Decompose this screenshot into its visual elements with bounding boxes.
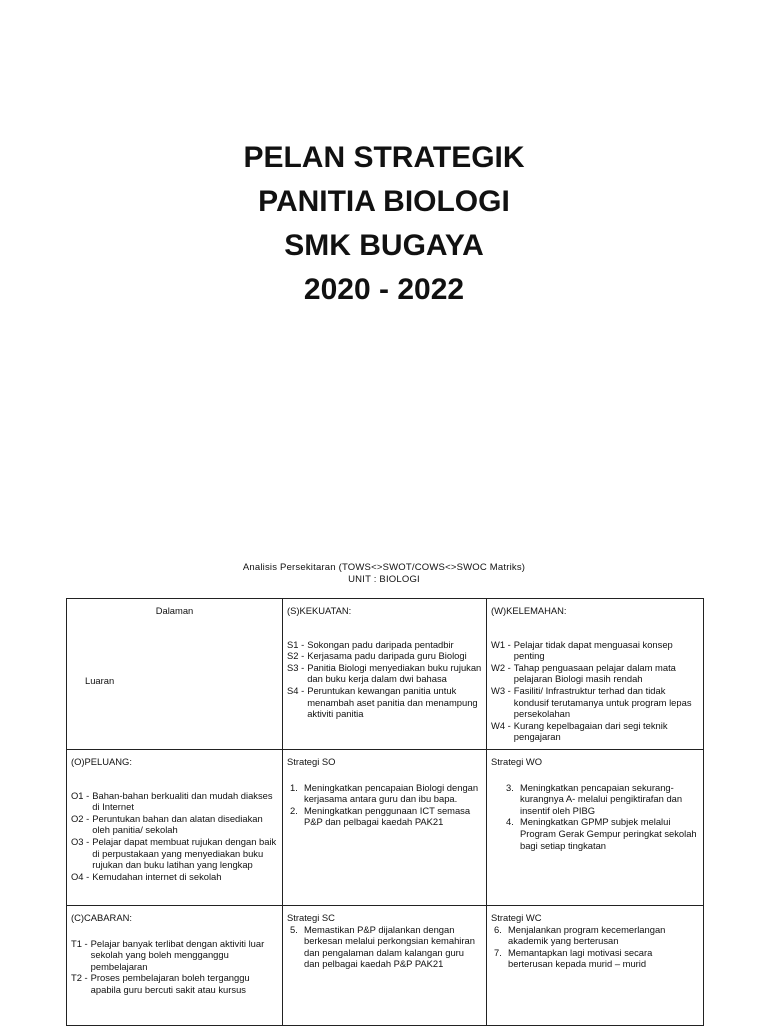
opportunity-item: O3 - Pelajar dapat membuat rujukan dengan baik di perpustakaan yang menyediakan buku rujukan dan buku latihan yang lengkap xyxy=(71,835,277,871)
document-title xyxy=(0,136,768,312)
matrix-caption xyxy=(0,562,768,586)
sc-heading: Strategi SC xyxy=(287,911,335,923)
strength-item: S2 - Kerjasama padu daripada guru Biologi xyxy=(287,650,467,662)
strength-item: S3 - Panitia Biologi menyediakan buku rujukan dan buku kerja dalam dwi bahasa xyxy=(287,661,482,685)
cell-dalaman-luaran xyxy=(67,599,283,750)
caption-line-2: UNIT : BIOLOGI xyxy=(348,574,420,585)
weakness-item: W3 - Fasiliti/ Infrastruktur terhad dan tidak kondusif terutamanya untuk program lepas persekolahan xyxy=(491,684,692,720)
cell-strategy-wc xyxy=(487,905,704,1025)
label-dalaman: Dalaman xyxy=(155,605,194,616)
title-line-2: PANITIA BIOLOGI xyxy=(258,185,510,218)
so-item: 1. Meningkatkan pencapaian Biologi dengan kerjasama antara guru dan ibu bapa. xyxy=(290,781,479,805)
cell-strategy-sc xyxy=(283,905,487,1025)
weakness-item: W4 - Kurang kepelbagaian dari segi teknik pengajaran xyxy=(491,719,668,743)
so-item: 2. Meningkatkan penggunaan ICT semasa P&P dan pelbagai kaedah PAK21 xyxy=(290,804,471,828)
cell-opportunities xyxy=(67,749,283,905)
wo-item: 3. Meningkatkan pencapaian sekurang-kurangnya A- melalui pengiktirafan dan insentif oleh PIBG xyxy=(506,781,683,816)
opportunities-heading: (O)PELUANG: xyxy=(71,755,132,767)
title-line-4: 2020 - 2022 xyxy=(303,273,465,306)
weaknesses-heading: (W)KELEMAHAN: xyxy=(491,605,567,616)
cell-threats xyxy=(67,905,283,1025)
title-line-3: SMK BUGAYA xyxy=(284,229,484,262)
so-heading: Strategi SO xyxy=(287,755,336,767)
cell-strengths xyxy=(283,599,487,750)
opportunity-item: O2 - Peruntukan bahan dan alatan disediakan oleh panitia/ sekolah xyxy=(71,812,263,836)
strength-item: S4 - Peruntukan kewangan panitia untuk menambah aset panitia dan menampung aktiviti panitia xyxy=(287,684,478,720)
opportunity-item: O1 - Bahan-bahan berkualiti dan mudah diakses di Internet xyxy=(71,789,273,813)
label-luaran: Luaran xyxy=(85,674,115,686)
matrix-row-threats xyxy=(67,905,704,1025)
caption-line-1: Analisis Persekitaran (TOWS<>SWOT/COWS<>SWOC Matriks) xyxy=(242,562,526,573)
wc-heading: Strategi WC xyxy=(491,911,542,923)
cell-strategy-wo xyxy=(487,749,704,905)
cell-weaknesses xyxy=(487,599,704,750)
title-line-1: PELAN STRATEGIK xyxy=(243,141,525,174)
weakness-item: W2 - Tahap penguasaan pelajar dalam mata pelajaran Biologi masih rendah xyxy=(491,661,676,685)
wc-item: 7. Memantapkan lagi motivasi secara berterusan kepada murid – murid xyxy=(494,946,653,970)
matrix-row-opportunities xyxy=(67,749,704,905)
sc-item: 5. Memastikan P&P dijalankan dengan berkesan melalui perkongsian kemahiran dan pengalaman dalam kalangan guru dan pelbagai kaedah P&P PAK21 xyxy=(290,923,475,970)
wo-item: 4. Meningkatkan GPMP subjek melalui Program Gerak Gempur peringkat sekolah bagi setiap tingkatan xyxy=(506,816,697,851)
strengths-heading: (S)KEKUATAN: xyxy=(287,605,352,616)
threat-item: T1 - Pelajar banyak terlibat dengan aktiviti luar sekolah yang boleh mengganggu pembelajaran xyxy=(71,937,265,972)
weakness-item: W1 - Pelajar tidak dapat menguasai konsep penting xyxy=(491,638,673,662)
threats-heading: (C)CABARAN: xyxy=(71,911,132,923)
opportunity-item: O4 - Kemudahan internet di sekolah xyxy=(71,870,222,882)
wo-heading: Strategi WO xyxy=(491,755,543,767)
cell-strategy-so xyxy=(283,749,487,905)
strength-item: S1 - Sokongan padu daripada pentadbir xyxy=(287,638,454,650)
matrix-row-header xyxy=(67,599,704,750)
swot-matrix-table xyxy=(66,598,704,1026)
wc-item: 6. Menjalankan program kecemerlangan akademik yang berterusan xyxy=(494,923,666,947)
threat-item: T2 - Proses pembelajaran boleh terganggu apabila guru bercuti sakit atau kursus xyxy=(71,972,250,995)
